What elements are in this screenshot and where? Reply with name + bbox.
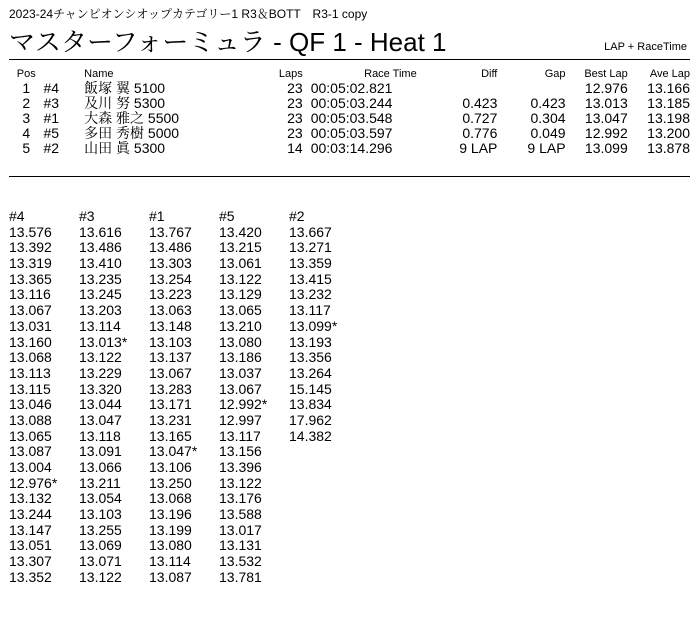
lap-time: 13.667	[289, 223, 332, 240]
lap-column-car-number: #5	[219, 208, 235, 224]
lap-time: 13.115	[9, 380, 51, 397]
lap-time: 13.415	[289, 270, 332, 287]
lap-time: 13.118	[79, 427, 121, 444]
lap-time: 13.087	[9, 443, 52, 460]
lap-time: 13.061	[219, 255, 262, 272]
pos-cell: 5	[22, 140, 31, 156]
page-title: マスターフォーミュラ - QF 1 - Heat 1	[9, 27, 447, 57]
race-time-cell: 00:05:03.597	[310, 125, 393, 141]
lap-time: 13.046	[9, 396, 52, 413]
lap-time: 13.781	[219, 568, 262, 585]
lap-time: 13.148	[149, 317, 192, 334]
pos-cell: 1	[22, 80, 31, 96]
results-row	[9, 141, 690, 156]
lap-time: 13.250	[149, 474, 192, 491]
lap-time: 13.767	[149, 223, 192, 240]
lap-time: 13.071	[79, 553, 122, 570]
car-number-cell: #3	[43, 95, 60, 111]
lap-time: 13.047	[79, 411, 122, 428]
col-name-header: Name	[84, 68, 114, 80]
lap-column	[9, 209, 79, 586]
lap-time: 13.066	[79, 459, 122, 475]
race-time-cell: 00:05:03.244	[310, 95, 393, 111]
lap-time: 13.017	[219, 521, 262, 538]
lap-time: 13.211	[79, 474, 121, 491]
lap-time: 13.271	[289, 239, 332, 256]
lap-time: 13.834	[289, 396, 332, 413]
lap-time: 13.106	[149, 459, 192, 475]
lap-time: 13.359	[289, 255, 332, 272]
lap-time: 13.356	[289, 349, 332, 366]
driver-name-cell: 飯塚 翼 5100	[84, 80, 166, 96]
lap-time: 13.103	[79, 506, 122, 523]
lap-time: 13.051	[9, 537, 52, 554]
best-lap-cell: 12.976	[584, 80, 628, 96]
lap-time: 13.068	[9, 349, 52, 366]
lap-time: 13.303	[149, 255, 192, 272]
lap-time: 13.087	[149, 568, 192, 585]
lap-time: 13.264	[289, 364, 332, 381]
best-lap-cell: 13.099	[584, 140, 628, 156]
results-row	[9, 126, 690, 141]
lap-time: 13.054	[79, 490, 122, 507]
lap-time: 13.156	[219, 443, 262, 460]
car-number-cell: #4	[43, 80, 60, 96]
race-time-cell: 00:05:02.821	[310, 80, 393, 96]
race-time-cell: 00:05:03.548	[310, 110, 393, 126]
gap-cell: 0.304	[530, 110, 566, 126]
lap-column-car-number: #4	[9, 208, 25, 224]
col-race-time-header: Race Time	[364, 68, 417, 80]
lap-time: 13.117	[289, 302, 331, 319]
lap-time: 13.215	[219, 239, 262, 256]
lap-time: 13.199	[149, 521, 192, 538]
lap-column	[79, 209, 149, 586]
lap-time: 13.486	[149, 239, 192, 256]
lap-time: 13.229	[79, 364, 122, 381]
lap-time: 13.486	[79, 239, 122, 256]
lap-time: 13.203	[79, 302, 122, 319]
ave-lap-cell: 13.878	[647, 140, 690, 156]
lap-time: 13.210	[219, 317, 262, 334]
ave-lap-cell: 13.198	[647, 110, 690, 126]
pos-cell: 4	[22, 125, 31, 141]
ave-lap-cell: 13.166	[647, 80, 690, 96]
lap-column-car-number: #3	[79, 208, 95, 224]
lap-time: 13.319	[9, 255, 52, 272]
lap-time: 13.117	[219, 427, 261, 444]
laps-cell: 23	[287, 95, 303, 111]
lap-time: 13.307	[9, 553, 52, 570]
col-diff-header: Diff	[481, 68, 498, 80]
driver-name-cell: 多田 秀樹 5000	[84, 125, 180, 141]
lap-time: 13.122	[219, 270, 262, 287]
lap-time: 13.160	[9, 333, 52, 350]
lap-time: 14.382	[289, 427, 332, 444]
lap-time: 13.147	[9, 521, 52, 538]
col-best-lap-header: Best Lap	[584, 68, 628, 80]
results-body	[9, 81, 690, 156]
lap-time: 13.576	[9, 223, 52, 240]
event-subtitle: 2023-24チャンピオンシオップカテゴリー1 R3＆BOTT R3-1 copy	[9, 7, 368, 21]
gap-cell: 0.049	[530, 125, 566, 141]
col-pos-header: Pos	[16, 68, 36, 80]
lap-time: 13.131	[219, 537, 262, 554]
lap-time: 13.392	[9, 239, 52, 256]
diff-cell: 9 LAP	[459, 140, 498, 156]
laps-cell: 23	[287, 80, 303, 96]
lap-time: 13.186	[219, 349, 262, 366]
lap-time: 13.069	[79, 537, 122, 554]
car-number-cell: #1	[43, 110, 60, 126]
laps-cell: 23	[287, 110, 303, 126]
col-ave-lap-header: Ave Lap	[649, 68, 690, 80]
lap-time: 13.245	[79, 286, 122, 303]
lap-time: 13.132	[9, 490, 52, 507]
lap-time: 13.122	[79, 568, 122, 585]
lap-time: 13.235	[79, 270, 122, 287]
lap-time: 12.976*	[9, 474, 58, 491]
lap-time: 13.091	[79, 443, 122, 460]
lap-column	[219, 209, 289, 586]
lap-time: 13.196	[149, 506, 192, 523]
results-divider	[9, 176, 690, 177]
lap-time: 13.047*	[149, 443, 198, 460]
lap-time: 13.165	[149, 427, 192, 444]
header-divider	[9, 59, 690, 60]
gap-cell	[497, 81, 565, 96]
lap-time: 12.997	[219, 411, 262, 428]
lap-time: 13.410	[79, 255, 122, 272]
lap-time: 13.396	[219, 459, 262, 475]
lap-time: 13.320	[79, 380, 122, 397]
col-laps-header: Laps	[278, 68, 303, 80]
report-type-label: LAP + RaceTime	[604, 41, 687, 53]
lap-time: 13.232	[289, 286, 332, 303]
lap-time: 13.532	[219, 553, 262, 570]
lap-time: 13.616	[79, 223, 122, 240]
race-time-cell: 00:03:14.296	[310, 140, 393, 156]
lap-time: 13.080	[219, 333, 262, 350]
lap-time: 13.137	[149, 349, 192, 366]
lap-time: 13.088	[9, 411, 52, 428]
lap-time: 13.099*	[289, 317, 338, 334]
gap-cell: 9 LAP	[527, 140, 566, 156]
car-number-cell: #2	[43, 140, 60, 156]
car-number-cell: #5	[43, 125, 60, 141]
lap-time: 13.013*	[79, 333, 128, 350]
lap-time: 13.255	[79, 521, 122, 538]
lap-time: 13.116	[9, 286, 51, 303]
lap-time: 13.068	[149, 490, 192, 507]
lap-time: 13.044	[79, 396, 122, 413]
lap-time: 13.067	[219, 380, 262, 397]
driver-name-cell: 大森 雅之 5500	[84, 110, 180, 126]
lap-time: 13.231	[149, 411, 192, 428]
pos-cell: 2	[22, 95, 31, 111]
driver-name-cell: 及川 努 5300	[84, 95, 166, 111]
best-lap-cell: 13.013	[584, 95, 628, 111]
lap-time: 13.176	[219, 490, 262, 507]
lap-time: 17.962	[289, 411, 332, 428]
col-gap-header: Gap	[544, 68, 566, 80]
diff-cell: 0.727	[462, 110, 498, 126]
laps-cell: 14	[287, 140, 303, 156]
lap-time: 15.145	[289, 380, 332, 397]
results-header-row	[9, 67, 690, 81]
lap-time: 13.193	[289, 333, 332, 350]
lap-column-car-number: #2	[289, 208, 305, 224]
lap-column	[289, 209, 359, 586]
ave-lap-cell: 13.200	[647, 125, 690, 141]
lap-time: 13.223	[149, 286, 192, 303]
col-number-header	[44, 67, 85, 81]
results-row	[9, 96, 690, 111]
diff-cell: 0.776	[462, 125, 498, 141]
lap-column	[149, 209, 219, 586]
lap-time: 13.113	[9, 364, 51, 381]
pos-cell: 3	[22, 110, 31, 126]
laps-cell: 23	[287, 125, 303, 141]
lap-time: 13.129	[219, 286, 262, 303]
lap-time: 13.365	[9, 270, 52, 287]
lap-time: 13.080	[149, 537, 192, 554]
best-lap-cell: 12.992	[584, 125, 628, 141]
results-row	[9, 111, 690, 126]
diff-cell: 0.423	[462, 95, 498, 111]
lap-time: 13.004	[9, 459, 52, 475]
lap-time: 13.122	[79, 349, 122, 366]
lap-time: 13.588	[219, 506, 262, 523]
results-table	[9, 67, 690, 156]
lap-time: 13.103	[149, 333, 192, 350]
lap-time: 13.352	[9, 568, 52, 585]
gap-cell: 0.423	[530, 95, 566, 111]
best-lap-cell: 13.047	[584, 110, 628, 126]
lap-time: 13.114	[79, 317, 121, 334]
lap-time: 12.992*	[219, 396, 268, 413]
lap-time: 13.254	[149, 270, 192, 287]
lap-time: 13.114	[149, 553, 191, 570]
lap-time: 13.031	[9, 317, 52, 334]
lap-time: 13.067	[149, 364, 192, 381]
lap-time: 13.283	[149, 380, 192, 397]
diff-cell	[435, 81, 498, 96]
ave-lap-cell: 13.185	[647, 95, 690, 111]
lap-time: 13.171	[149, 396, 192, 413]
lap-time: 13.065	[9, 427, 52, 444]
lap-time: 13.037	[219, 364, 262, 381]
lap-time: 13.063	[149, 302, 192, 319]
driver-name-cell: 山田 眞 5300	[84, 140, 166, 156]
lap-time: 13.122	[219, 474, 262, 491]
lap-time: 13.420	[219, 223, 262, 240]
results-row	[9, 81, 690, 96]
lap-time: 13.065	[219, 302, 262, 319]
lap-column-car-number: #1	[149, 208, 165, 224]
lap-time: 13.067	[9, 302, 52, 319]
lap-time: 13.244	[9, 506, 52, 523]
lap-times-grid	[9, 209, 359, 586]
